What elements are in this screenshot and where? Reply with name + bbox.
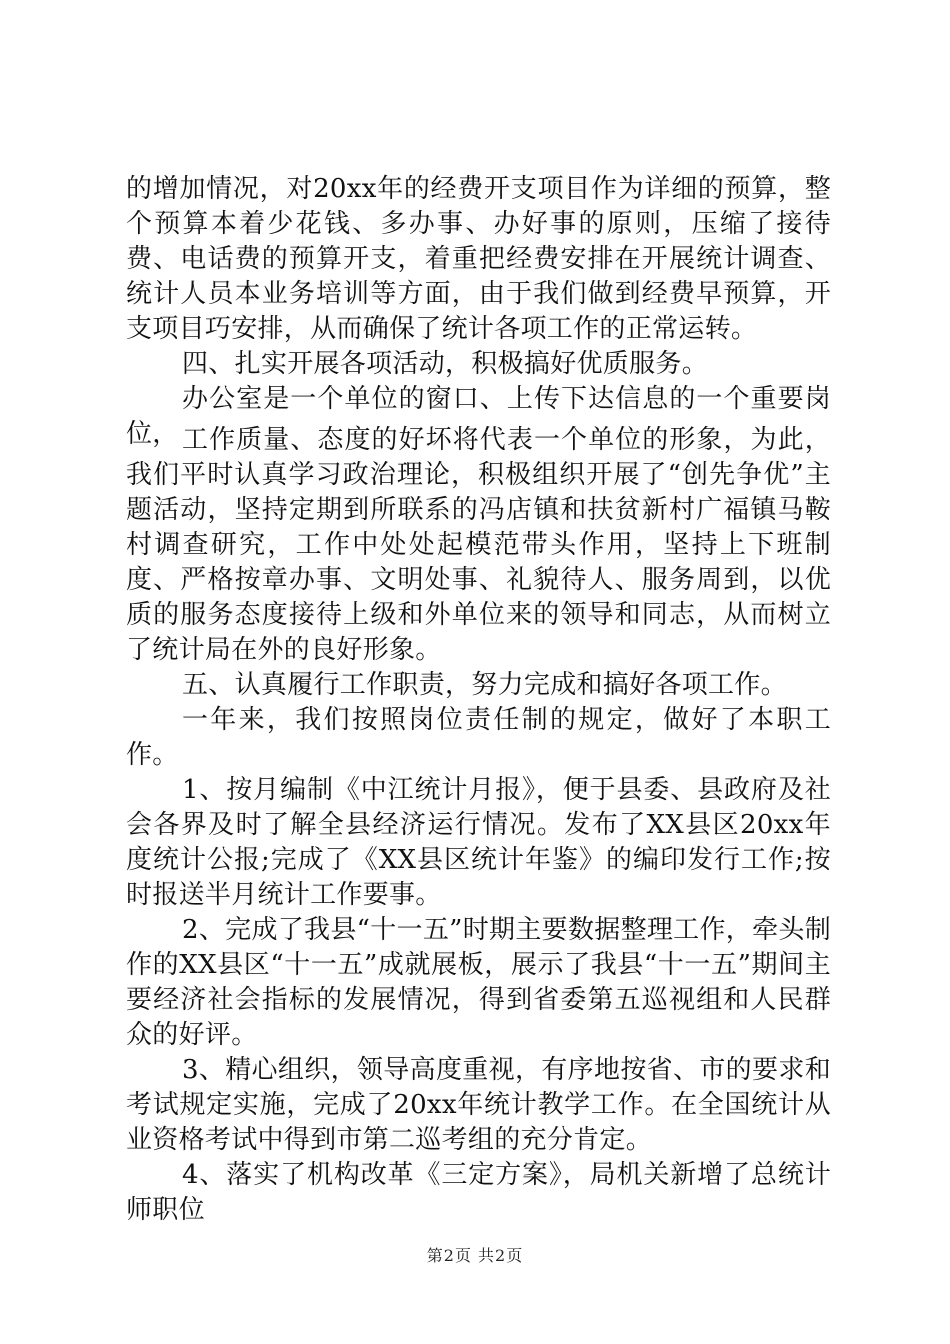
- text-block-top: [126, 172, 831, 452]
- list-item-2: 2、完成了我县“十一五”时期主要数据整理工作，牵头制作的XX县区“十一五”成就展板，展示了我县“十一五”期间主要经济社会指标的发展情况，得到省委第五巡视组和人民群众的好评。: [126, 915, 831, 1050]
- paragraph-work-quality: 工作质量、态度的好坏将代表一个单位的形象，为此，我们平时认真学习政治理论，积极组织开展了“创先争优”主题活动，坚持定期到所联系的冯店镇和扶贫新村广福镇马鞍村调查研究，工作中处处起模范带头作用，坚持上下班制度、严格按章办事、文明处事、礼貌待人、服务周到，以优质的服务态度接待上级和外单位来的领导和同志，从而树立了统计局在外的良好形象。: [126, 425, 831, 665]
- page-footer: 第2页 共2页: [426, 1246, 524, 1265]
- list-item-3: 3、精心组织，领导高度重视，有序地按省、市的要求和考试规定实施，完成了20xx年统计教学工作。在全国统计从业资格考试中得到市第二巡考组的充分肯定。: [126, 1055, 831, 1155]
- list-item-1: 1、按月编制《中江统计月报》，便于县委、县政府及社会各界及时了解全县经济运行情况。发布了XX县区20xx年度统计公报;完成了《XX县区统计年鉴》的编印发行工作;按时报送半月统计工作要事。: [126, 775, 831, 910]
- paragraph-year-summary: 一年来，我们按照岗位责任制的规定，做好了本职工作。: [126, 705, 831, 770]
- text-block-main: [126, 423, 831, 1228]
- paragraph-budget-continuation: 的增加情况，对20xx年的经费开支项目作为详细的预算，整个预算本着少花钱、多办事、办好事的原则，压缩了接待费、电话费的预算开支，着重把经费安排在开展统计调查、统计人员本业务培训等方面，由于我们做到经费早预算，开支项目巧安排，从而确保了统计各项工作的正常运转。: [126, 174, 831, 344]
- section-heading-four: 四、扎实开展各项活动，积极搞好优质服务。: [182, 349, 709, 379]
- list-item-4: 4、落实了机构改革《三定方案》，局机关新增了总统计师职位: [126, 1160, 831, 1225]
- section-heading-five: 五、认真履行工作职责，努力完成和搞好各项工作。: [182, 670, 787, 700]
- paragraph-office-intro: 办公室是一个单位的窗口、上传下达信息的一个重要岗位，: [126, 384, 831, 449]
